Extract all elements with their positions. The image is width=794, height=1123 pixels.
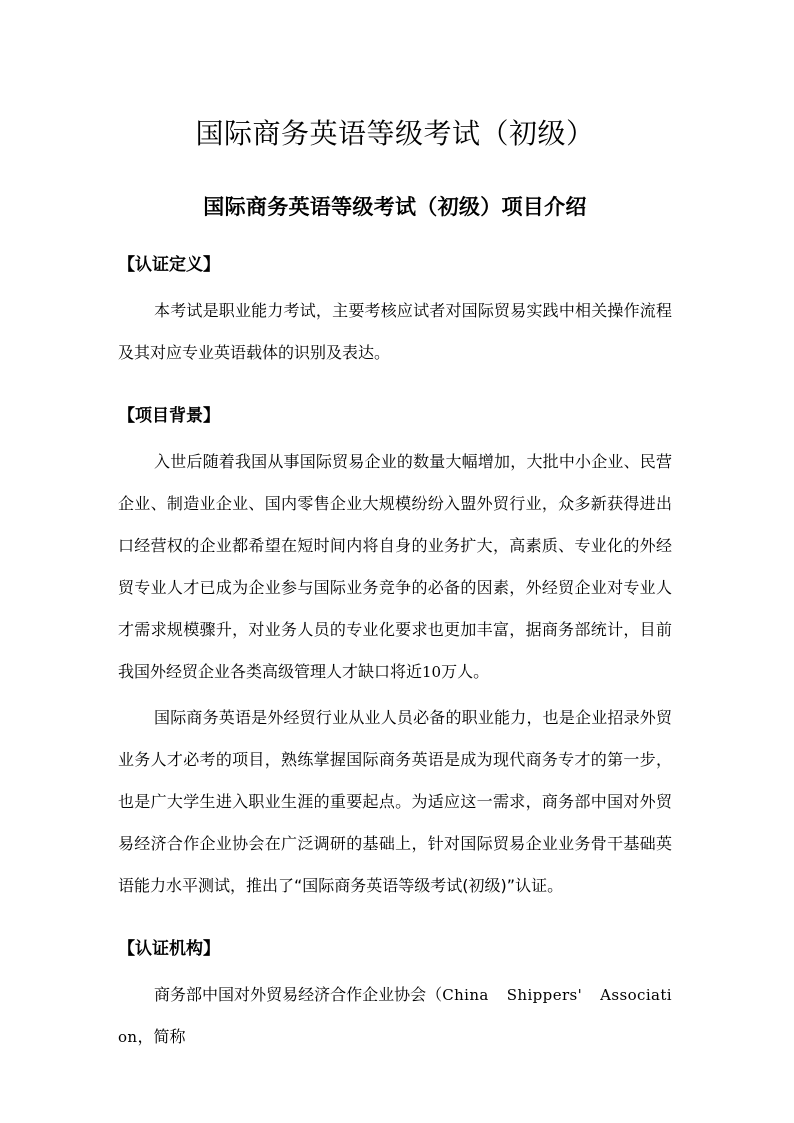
page-subtitle: 国际商务英语等级考试（初级）项目介绍 xyxy=(203,195,587,219)
talent-gap-number: 10 xyxy=(422,663,442,681)
paragraph-certification-body xyxy=(118,961,672,1058)
talent-gap-unit: 万人。 xyxy=(441,662,490,681)
document-content xyxy=(118,0,672,1058)
paragraph-background-text: 入世后随着我国从事国际贸易企业的数量大幅增加，大批中小企业、民营企业、制造业企业、国内零售企业大规模纷纷入盟外贸行业，众多新获得进出口经营权的企业都希望在短时间内将自身的业务扩大，高素质、专业化的外经贸专业人才已成为企业参与国际业务竞争的必备的因素，外经贸企业对专业人才需求规模骤升，对业务人员的专业化要求也更加丰富，据商务部统计，目前我国外经贸企业各类高级管理人才缺口将近 xyxy=(118,452,672,681)
certification-body-name-cn: 商务部中国对外贸易经济合作企业协会（ xyxy=(154,985,443,1004)
paragraph-project-background-1 xyxy=(118,428,672,693)
page-title: 国际商务英语等级考试（初级） xyxy=(195,117,595,150)
section-heading-project-background: 【项目背景】 xyxy=(118,406,220,426)
certification-body-name-en-part1: China xyxy=(442,986,489,1004)
certification-body-name-suffix: ，简称 xyxy=(137,1027,186,1046)
section-heading-certification-body: 【认证机构】 xyxy=(118,939,220,959)
paragraph-certification-definition: 本考试是职业能力考试，主要考核应试者对国际贸易实践中相关操作流程及其对应专业英语载体的识别及表达。 xyxy=(118,301,672,362)
certification-body-name-en-part2: Shippers' xyxy=(506,986,583,1004)
certification-body-name-en-part3: Association xyxy=(118,986,672,1046)
paragraph-project-background-2: 国际商务英语是外经贸行业从业人员必备的职业能力，也是企业招录外贸业务人才必考的项目，熟练掌握国际商务英语是成为现代商务专才的第一步，也是广大学生进入职业生涯的重要起点。为适应这一需求，商务部中国对外贸易经济合作企业协会在广泛调研的基础上，针对国际贸易企业业务骨干基础英语能力水平测试，推出了“国际商务英语等级考试(初级)”认证。 xyxy=(118,708,672,895)
section-heading-certification-definition: 【认证定义】 xyxy=(118,255,220,275)
